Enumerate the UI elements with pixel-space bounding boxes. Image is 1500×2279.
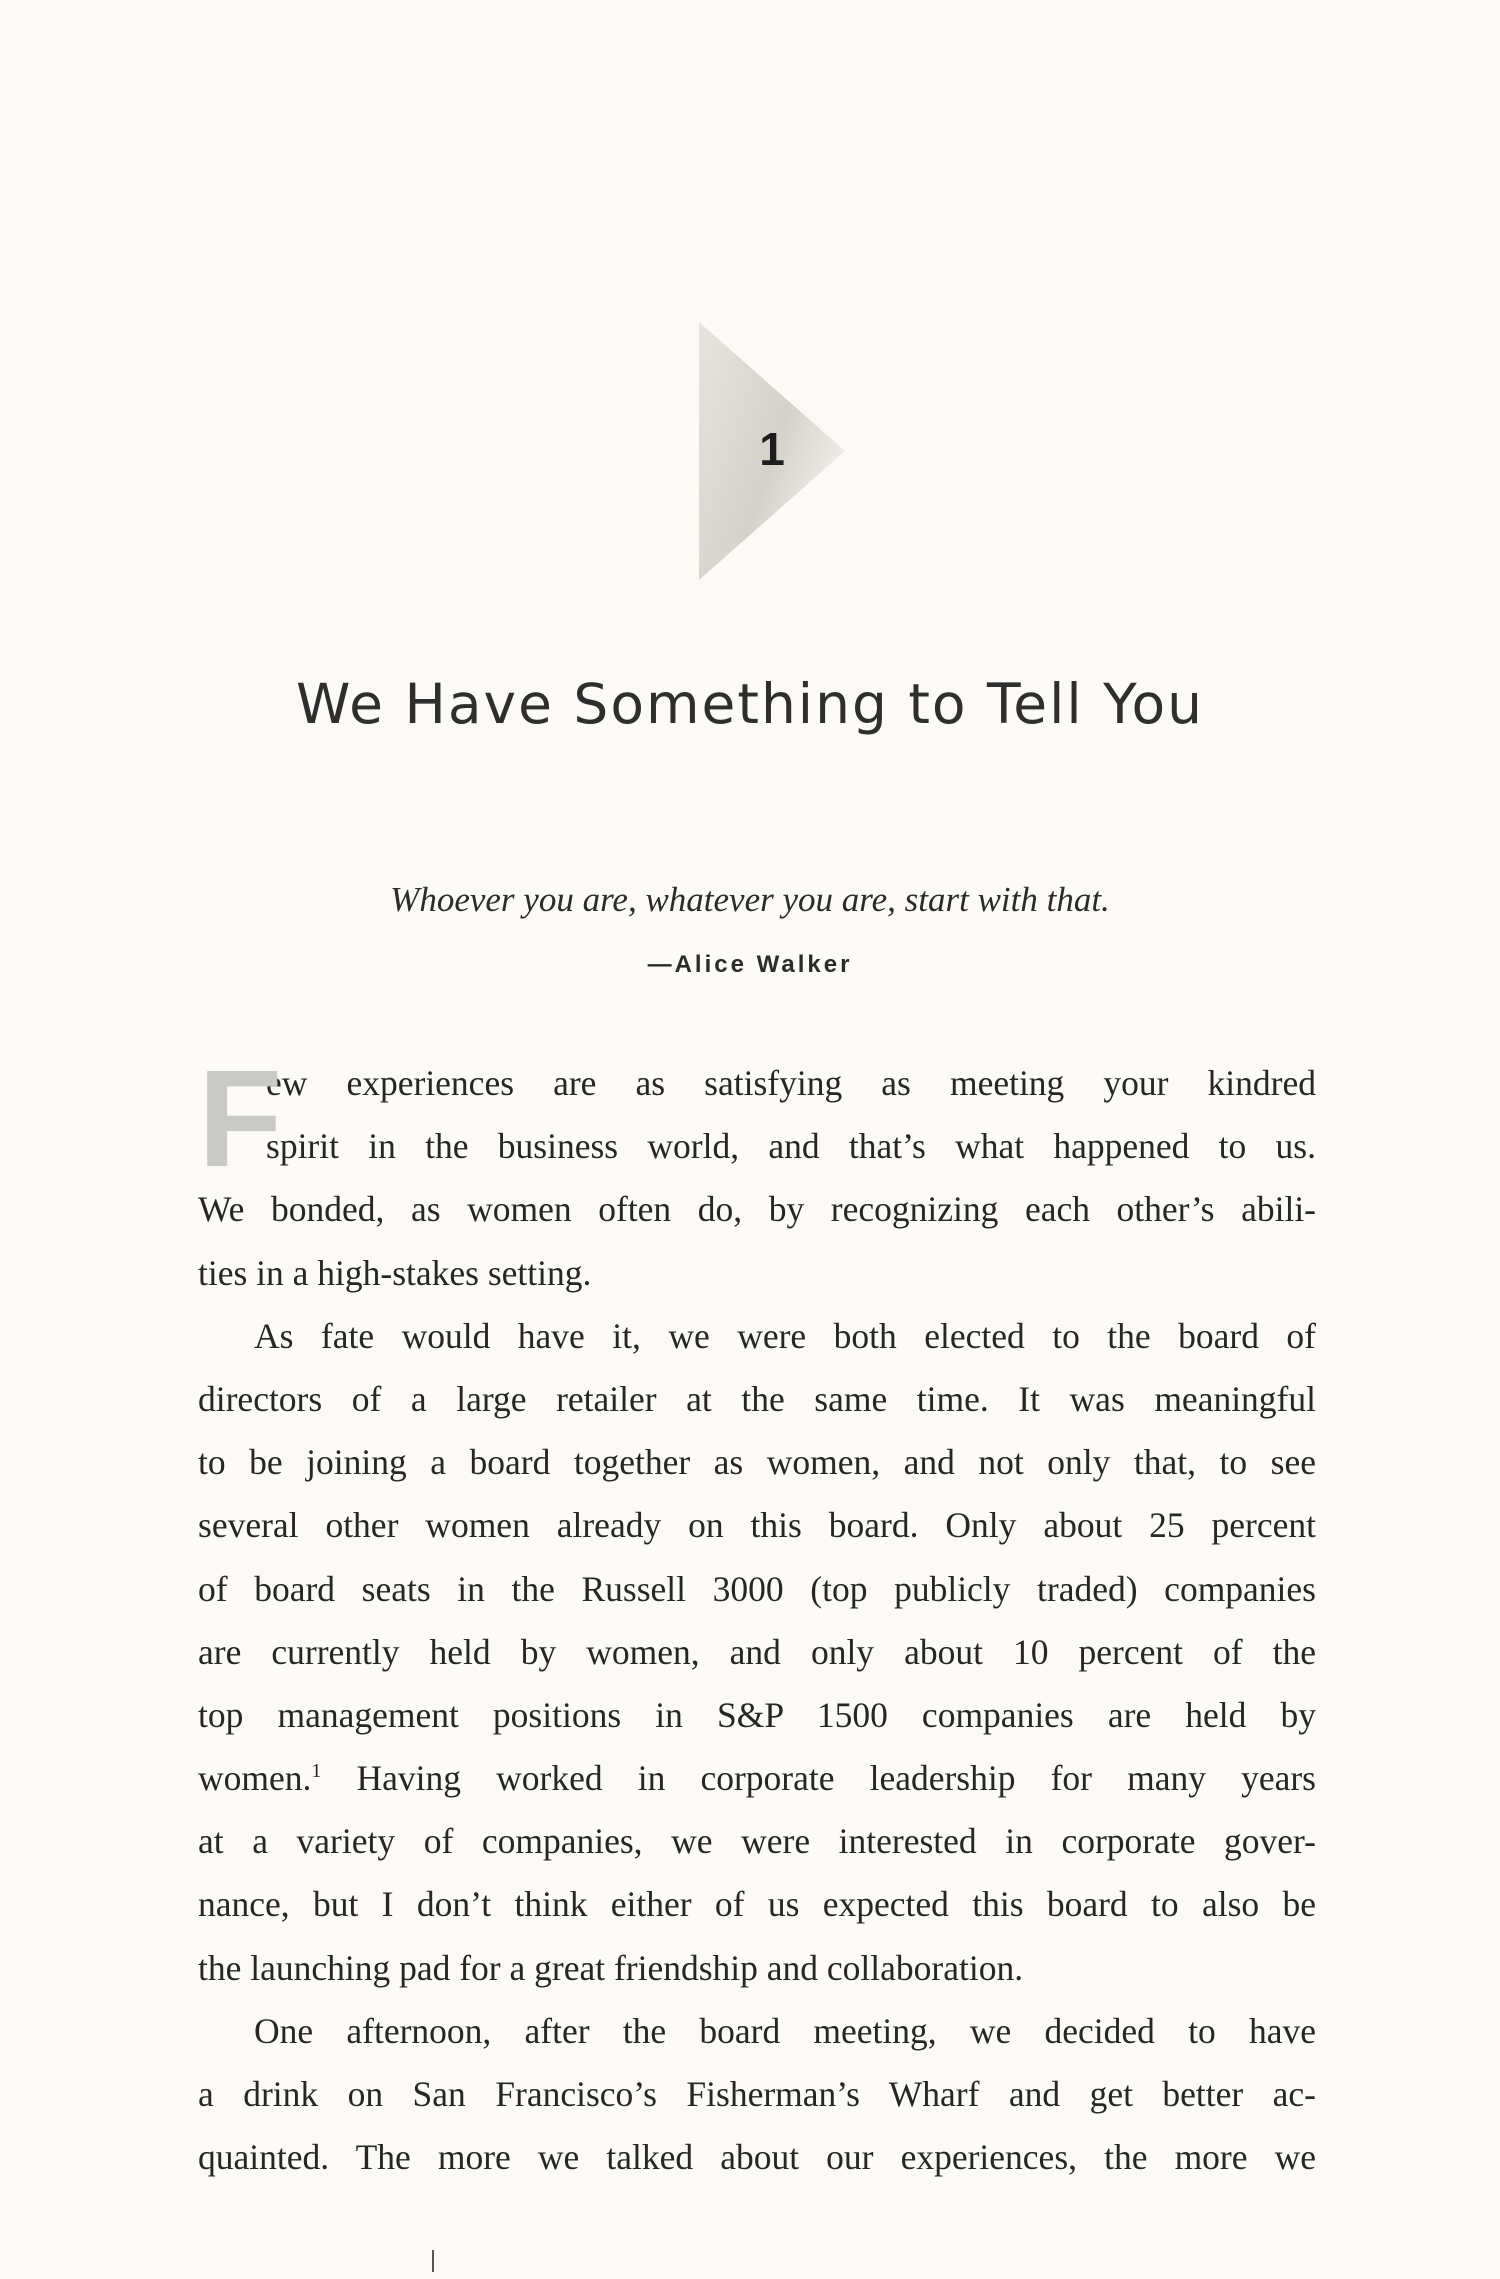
text-fragment: women.	[198, 1758, 312, 1799]
text-line: ew experiences are as satisfying as meeting your kindred	[266, 1063, 1316, 1103]
text-line: the launching pad for a great friendship and collaboration.	[198, 1947, 1024, 1988]
footnote-marker[interactable]: 1	[311, 1760, 322, 1783]
chapter-number: 1	[759, 423, 785, 475]
epigraph-quote: Whoever you are, whatever you are, start with that.	[390, 880, 1110, 919]
text-line: top management positions in S&P 1500 companies are held by	[198, 1694, 1316, 1735]
drop-cap: F	[198, 1042, 283, 1196]
text-line: at a variety of companies, we were interested in corporate gover-	[198, 1821, 1316, 1862]
chapter-title: We Have Something to Tell You	[296, 672, 1204, 736]
text-line: are currently held by women, and only about 10 percent of the	[198, 1631, 1316, 1672]
scan-artifact	[432, 2250, 434, 2272]
text-fragment: Having worked in corporate leadership for many years	[356, 1758, 1316, 1799]
body-text	[198, 1042, 1316, 2189]
text-line: quainted. The more we talked about our experiences, the more we	[198, 2137, 1316, 2178]
text-line: of board seats in the Russell 3000 (top publicly traded) companies	[198, 1568, 1316, 1609]
text-line	[198, 1747, 1316, 1810]
text-line: One afternoon, after the board meeting, we decided to have	[254, 2010, 1316, 2051]
text-line: ties in a high-stakes setting.	[198, 1252, 592, 1293]
chapter-marker	[697, 322, 847, 580]
text-line: spirit in the business world, and that’s what happened to us.	[266, 1126, 1316, 1167]
text-line: directors of a large retailer at the same time. It was meaningful	[198, 1378, 1316, 1419]
text-line: We bonded, as women often do, by recognizing each other’s abili-	[198, 1189, 1316, 1230]
text-line: several other women already on this board. Only about 25 percent	[198, 1505, 1316, 1546]
text-line: to be joining a board together as women, and not only that, to see	[198, 1442, 1316, 1483]
text-line: nance, but I don’t think either of us expected this board to also be	[198, 1884, 1316, 1925]
text-line: a drink on San Francisco’s Fisherman’s Wharf and get better ac-	[198, 2074, 1316, 2114]
epigraph-attribution: —Alice Walker	[647, 951, 853, 978]
text-line: As fate would have it, we were both elected to the board of	[254, 1315, 1316, 1356]
